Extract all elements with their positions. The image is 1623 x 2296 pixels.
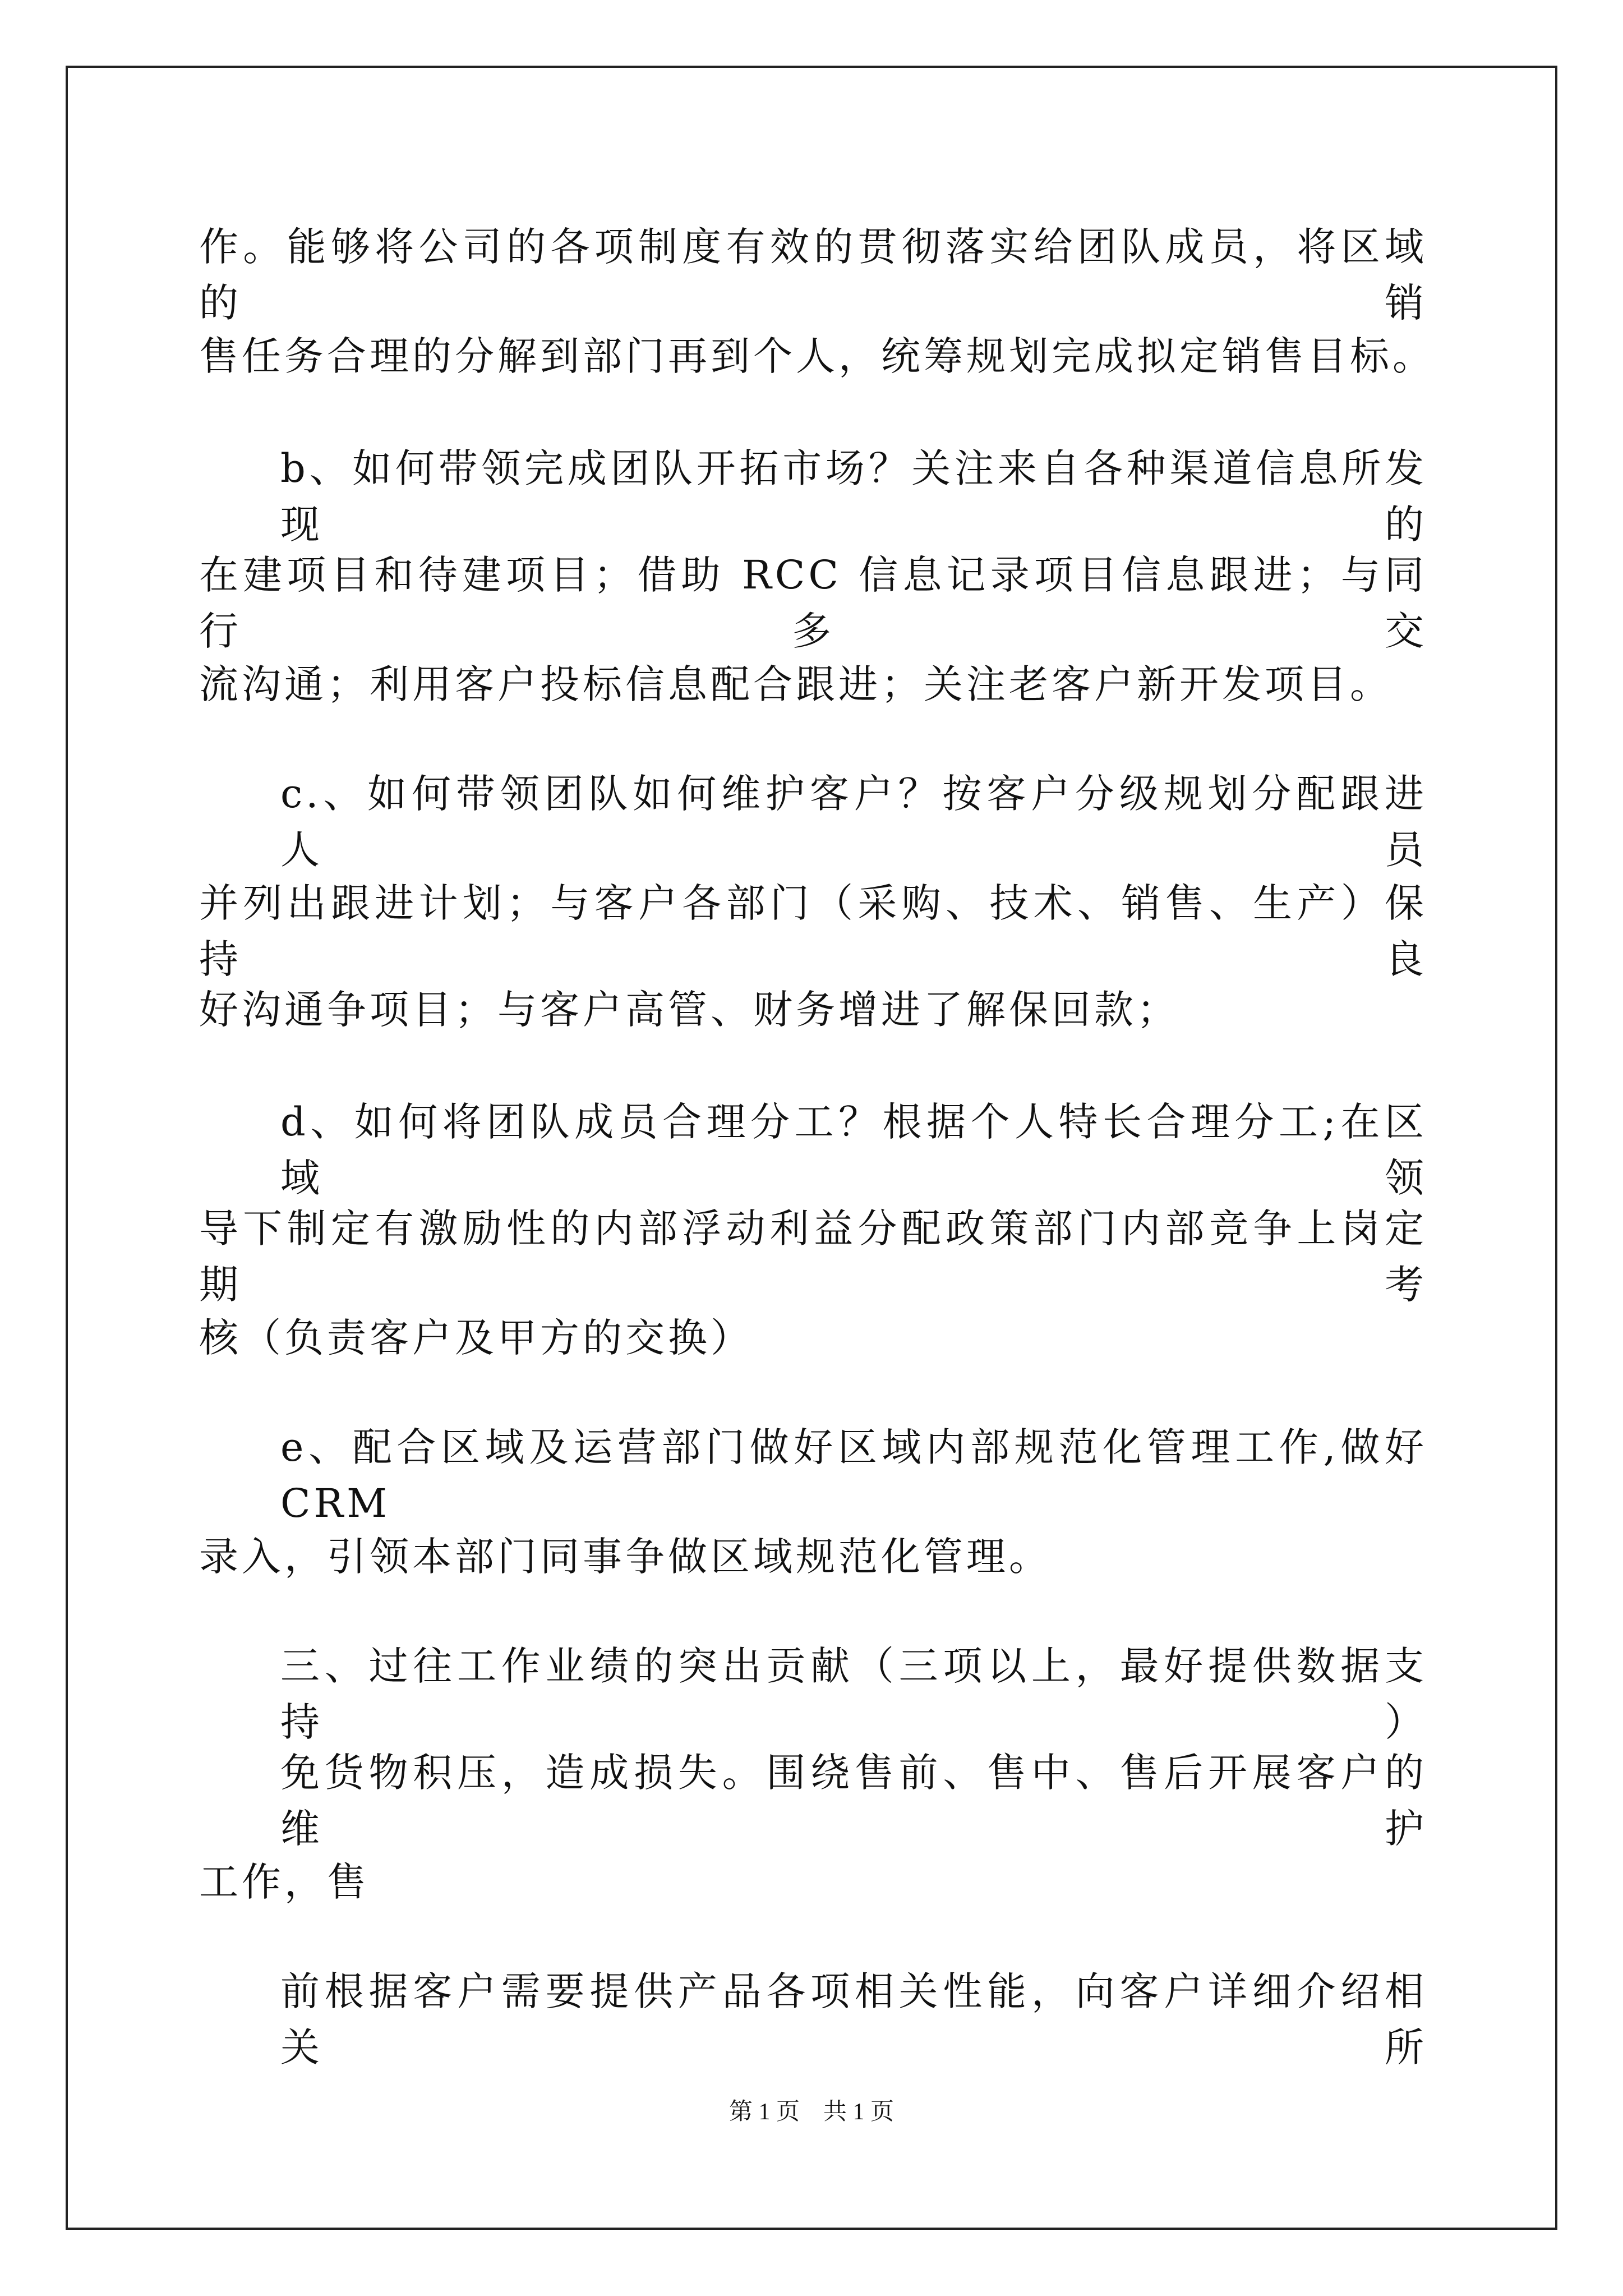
- page-footer: 第 1 页 共 1 页: [728, 2099, 894, 2125]
- text-line: d、如何将团队成员合理分工？根据个人特长合理分工;在区域领: [280, 1099, 1427, 1201]
- text-line: e、配合区域及运营部门做好区域内部规范化管理工作,做好 CRM: [280, 1424, 1427, 1526]
- text-line: 录入，引领本部门同事争做区域规范化管理。: [199, 1534, 1052, 1580]
- text-line: c.、如何带领团队如何维护客户？按客户分级规划分配跟进人员: [280, 771, 1427, 873]
- text-line: 售任务合理的分解到部门再到个人，统筹规划完成拟定销售目标。: [199, 333, 1435, 379]
- text-line: 核（负责客户及甲方的交换）: [199, 1315, 753, 1361]
- text-line: b、如何带领完成团队开拓市场？关注来自各种渠道信息所发现的: [280, 445, 1427, 547]
- text-line: 免货物积压，造成损失。围绕售前、售中、售后开展客户的维护: [280, 1750, 1427, 1852]
- text-line: 前根据客户需要提供产品各项相关性能，向客户详细介绍相关所: [280, 1968, 1427, 2070]
- text-line: 流沟通；利用客户投标信息配合跟进；关注老客户新开发项目。: [199, 661, 1393, 707]
- text-line: 三、过往工作业绩的突出贡献（三项以上，最好提供数据支持）: [280, 1643, 1427, 1745]
- text-line: 并列出跟进计划；与客户各部门（采购、技术、销售、生产）保持良: [199, 880, 1427, 982]
- text-line: 好沟通争项目；与客户高管、财务增进了解保回款；: [199, 987, 1179, 1033]
- text-line: 工作，售: [199, 1859, 370, 1905]
- text-line: 导下制定有激励性的内部浮动利益分配政策部门内部竞争上岗定期考: [199, 1205, 1427, 1308]
- text-line: 在建项目和待建项目；借助 RCC 信息记录项目信息跟进；与同行多交: [199, 552, 1427, 654]
- text-line: 作。能够将公司的各项制度有效的贯彻落实给团队成员，将区域的销: [199, 224, 1427, 326]
